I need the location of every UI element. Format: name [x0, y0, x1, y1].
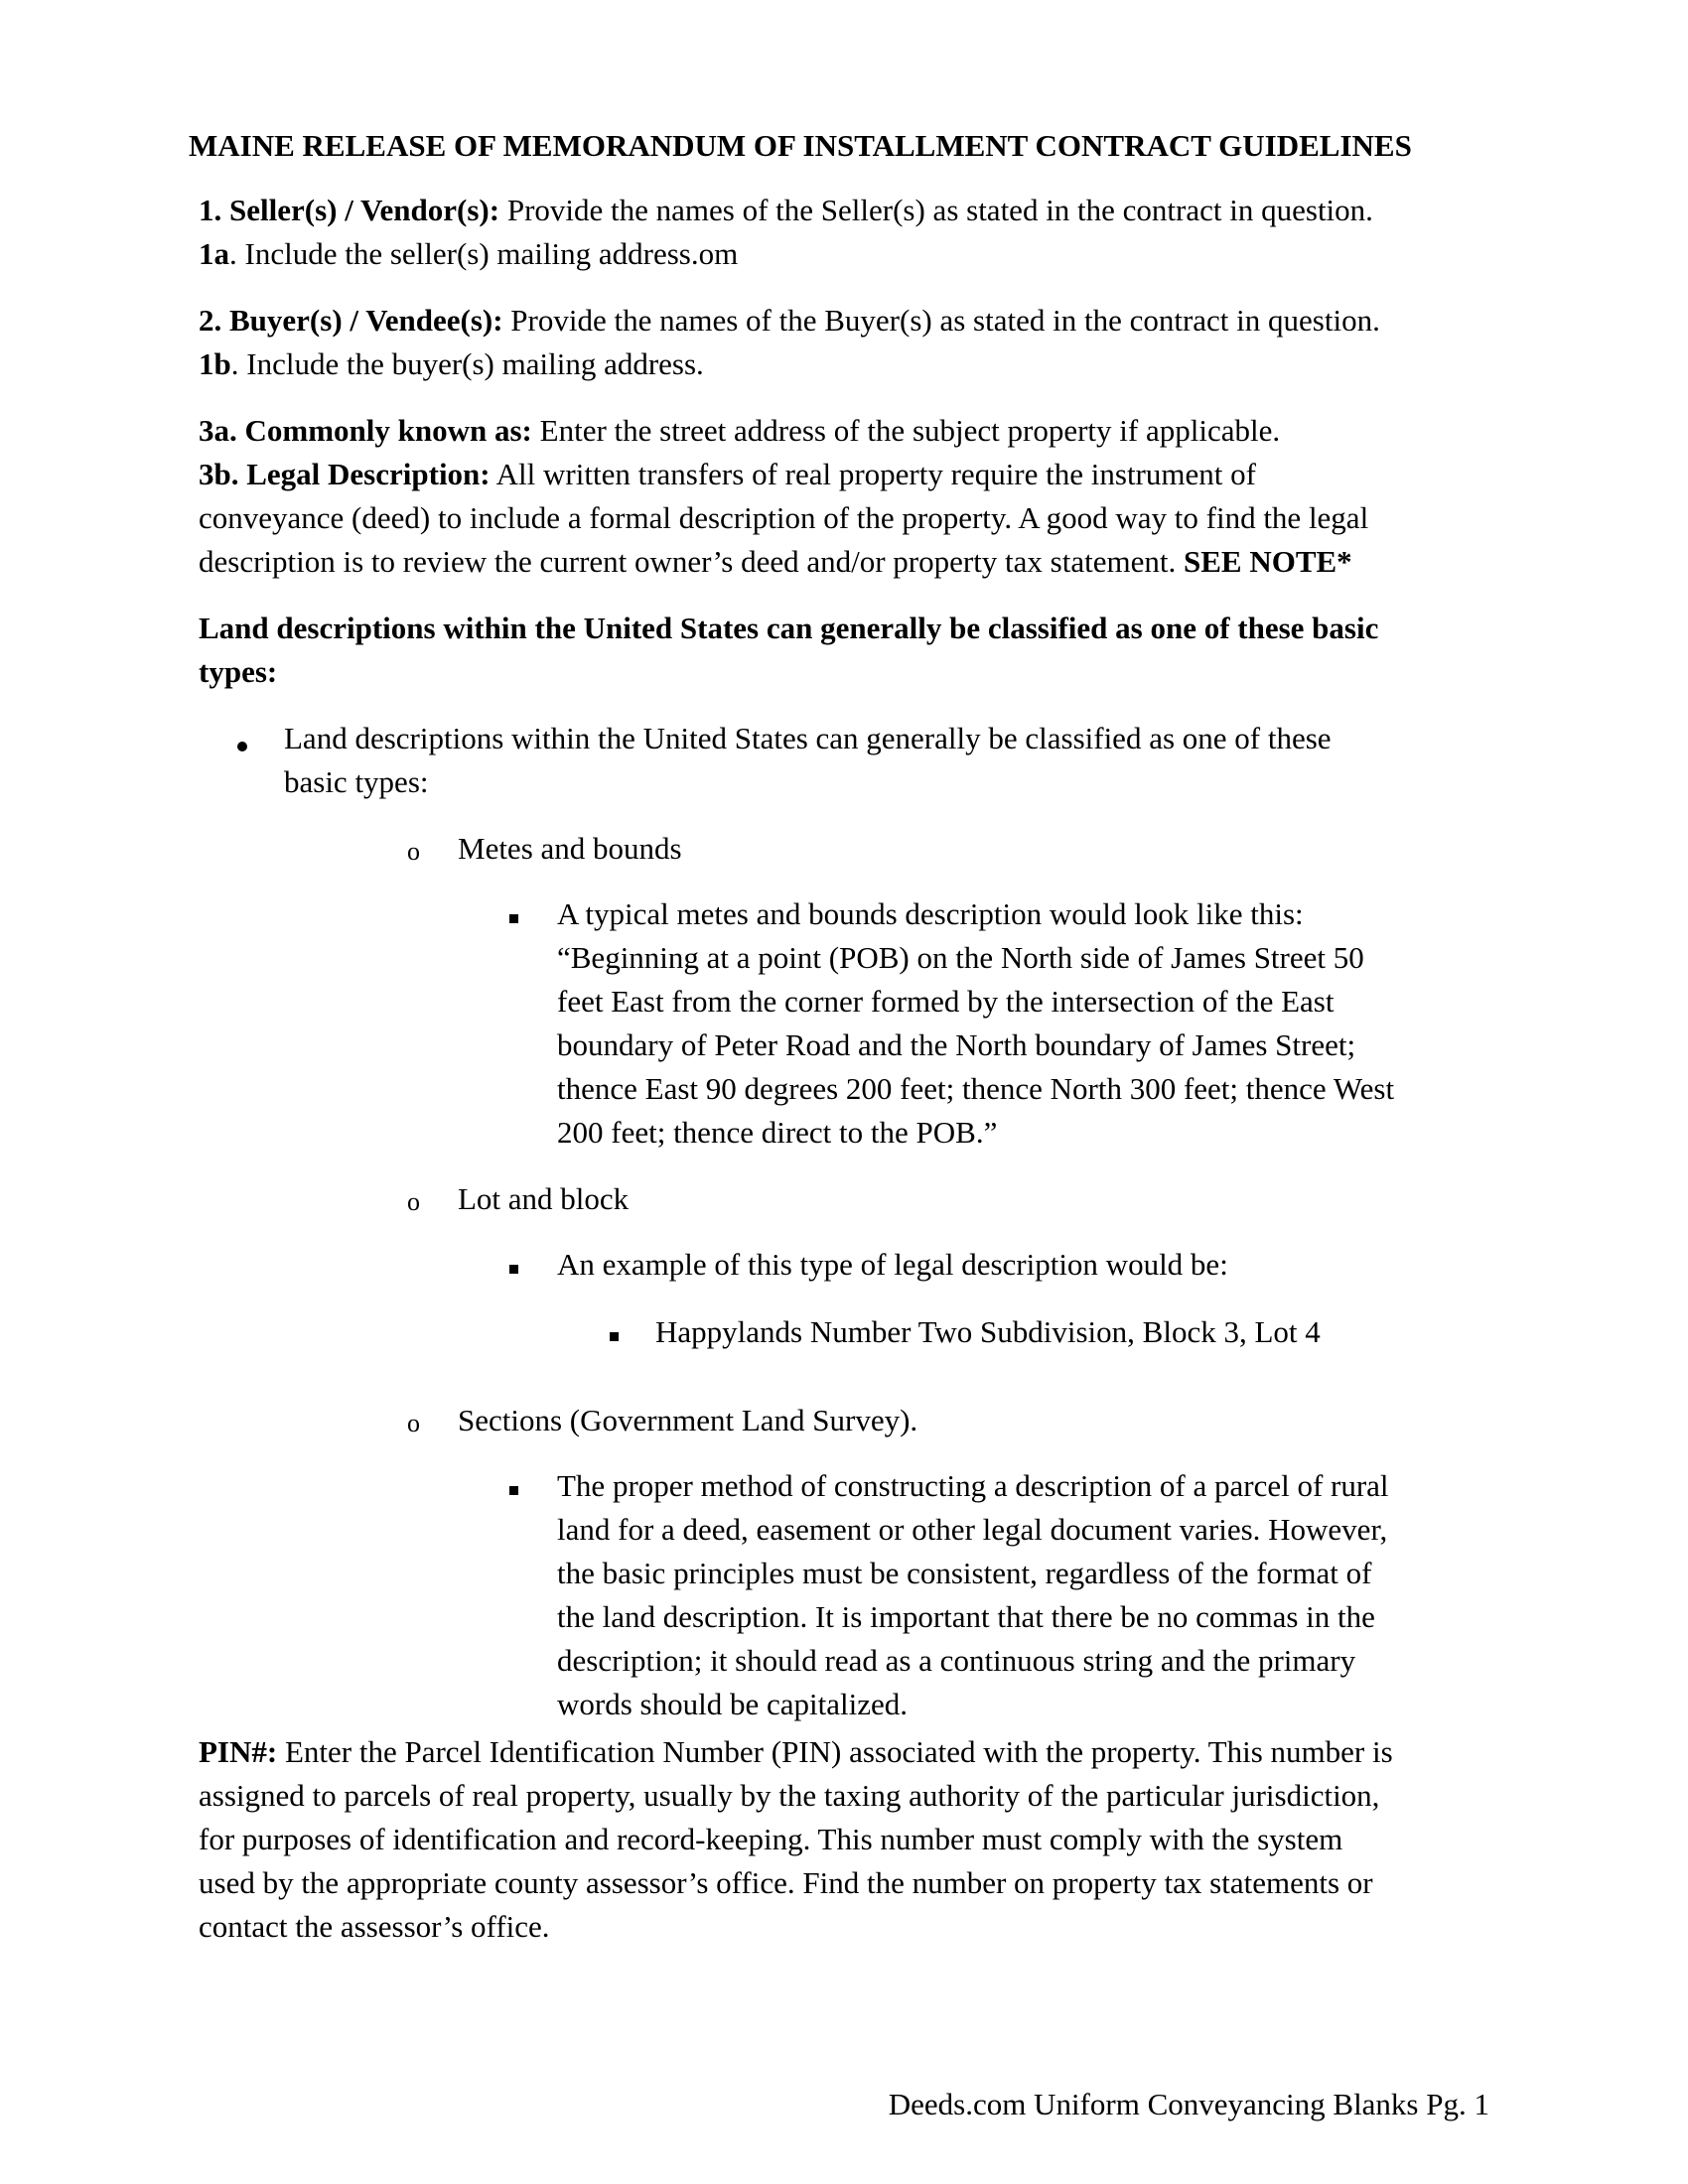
legal-description-label: 3b. Legal Description:: [199, 457, 491, 491]
seller-address-text: . Include the seller(s) mailing address.om: [229, 236, 739, 271]
metes-line-2: “Beginning at a point (POB) on the North side of James Street 50: [557, 940, 1364, 975]
seller-section: [199, 189, 1489, 276]
buyer-line: [199, 299, 1489, 342]
seller-address-label: 1a: [199, 236, 229, 271]
seller-label: 1. Seller(s) / Vendor(s):: [199, 193, 500, 227]
page-footer: Deeds.com Uniform Conveyancing Blanks Pg. 1: [888, 2087, 1489, 2121]
bullet-circle-icon: o: [407, 837, 420, 866]
lot-and-block-sub-example: [655, 1310, 1321, 1354]
sections-line-1: The proper method of constructing a description of a parcel of rural: [557, 1468, 1389, 1503]
lot-and-block-example: [557, 1243, 1228, 1287]
buyer-label: 2. Buyer(s) / Vendee(s):: [199, 303, 503, 338]
buyer-address-text: . Include the buyer(s) mailing address.: [230, 346, 704, 381]
legal-description-line-2: conveyance (deed) to include a formal description of the property. A good way to find the legal: [199, 500, 1369, 535]
bullet-circle-icon: o: [407, 1187, 420, 1216]
bullet-basic-types-line-1: Land descriptions within the United States can generally be classified as one of these: [284, 721, 1332, 755]
sections-label: Sections (Government Land Survey).: [458, 1403, 918, 1437]
lot-and-block-label: Lot and block: [458, 1181, 630, 1216]
bullet-disc-icon: [237, 742, 247, 751]
legal-description-line-3: [199, 540, 1489, 584]
bullet-basic-types-line-2: basic types:: [284, 764, 429, 799]
land-heading-line-2: types:: [199, 654, 278, 689]
sections-line-6: words should be capitalized.: [557, 1687, 908, 1721]
legal-description-line-1: [199, 453, 1489, 496]
sections-line-2: land for a deed, easement or other legal document varies. However,: [557, 1512, 1388, 1547]
bullet-basic-types: [284, 717, 1332, 804]
metes-and-bounds-label: Metes and bounds: [458, 831, 682, 866]
buyer-text: Provide the names of the Buyer(s) as stated in the contract in question.: [502, 303, 1380, 338]
sections-description: [557, 1464, 1389, 1726]
legal-description-text-1: All written transfers of real property require the instrument of: [490, 457, 1256, 491]
seller-text: Provide the names of the Seller(s) as stated in the contract in question.: [499, 193, 1373, 227]
document-title: MAINE RELEASE OF MEMORANDUM OF INSTALLMENT CONTRACT GUIDELINES: [189, 128, 1412, 163]
metes-and-bounds-description: [557, 892, 1394, 1155]
pin-section: [199, 1730, 1489, 1949]
pin-line-2: assigned to parcels of real property, usually by the taxing authority of the particular jurisdiction,: [199, 1778, 1380, 1813]
land-heading-line-1: Land descriptions within the United States can generally be classified as one of these basic: [199, 611, 1379, 645]
legal-description-text-3: description is to review the current owner’s deed and/or property tax statement.: [199, 544, 1177, 579]
metes-line-5: thence East 90 degrees 200 feet; thence North 300 feet; thence West: [557, 1071, 1395, 1106]
seller-address-line: [199, 232, 1489, 276]
metes-line-1: A typical metes and bounds description would look like this:: [557, 896, 1304, 931]
sections-line-3: the basic principles must be consistent, regardless of the format of: [557, 1556, 1372, 1590]
property-section: [199, 409, 1489, 584]
lot-sub-example-line: Happylands Number Two Subdivision, Block 3, Lot 4: [655, 1314, 1321, 1349]
metes-line-6: 200 feet; thence direct to the POB.”: [557, 1115, 998, 1150]
pin-text-1: Enter the Parcel Identification Number (PIN) associated with the property. This number is: [277, 1734, 1393, 1769]
buyer-address-label: 1b: [199, 346, 231, 381]
bullet-square-icon: [509, 1265, 518, 1274]
bullet-circle-icon: o: [407, 1409, 420, 1437]
sections-line-5: description; it should read as a continuous string and the primary: [557, 1643, 1356, 1678]
bullet-square-icon: [509, 914, 518, 923]
metes-line-3: feet East from the corner formed by the intersection of the East: [557, 984, 1335, 1019]
seller-line: [199, 189, 1489, 232]
common-name-label: 3a. Commonly known as:: [199, 413, 532, 448]
metes-line-4: boundary of Peter Road and the North boundary of James Street;: [557, 1027, 1356, 1062]
land-descriptions-heading: [199, 607, 1489, 694]
see-note: SEE NOTE*: [1176, 544, 1352, 579]
pin-line-1: [199, 1730, 1489, 1774]
pin-line-5: contact the assessor’s office.: [199, 1909, 550, 1944]
common-name-line: [199, 409, 1489, 453]
bullet-square-icon: [509, 1486, 518, 1495]
common-name-text: Enter the street address of the subject property if applicable.: [531, 413, 1281, 448]
pin-label: PIN#:: [199, 1734, 278, 1769]
pin-line-4: used by the appropriate county assessor’s office. Find the number on property tax statements or: [199, 1865, 1373, 1900]
lot-example-line: An example of this type of legal description would be:: [557, 1247, 1228, 1282]
bullet-square-icon: [610, 1332, 619, 1341]
pin-line-3: for purposes of identification and record-keeping. This number must comply with the system: [199, 1822, 1343, 1856]
buyer-section: [199, 299, 1489, 386]
sections-line-4: the land description. It is important that there be no commas in the: [557, 1599, 1375, 1634]
buyer-address-line: [199, 342, 1489, 386]
